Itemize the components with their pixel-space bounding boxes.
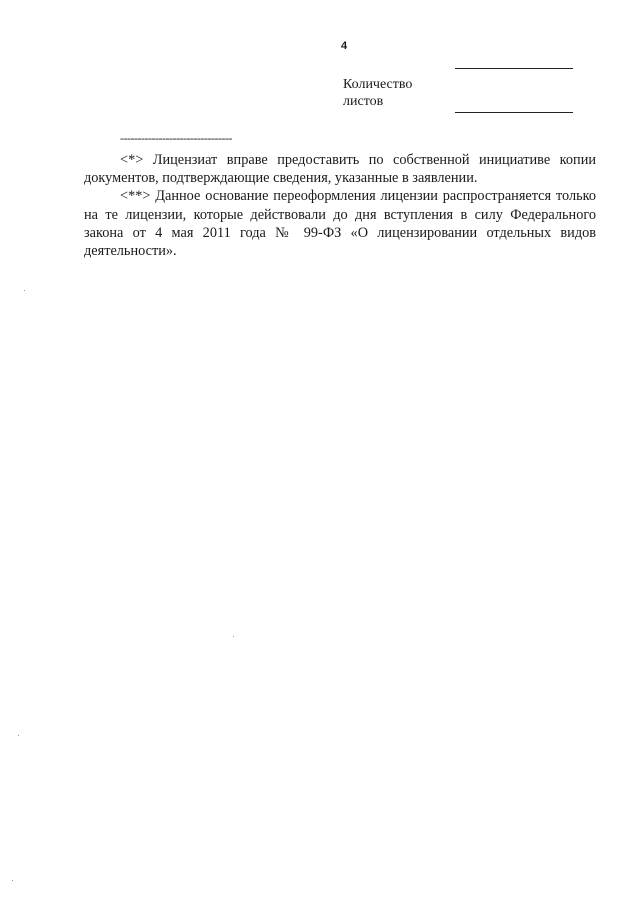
footnote-2: <**> Данное основание переоформления лицензии распространяется только на те лицензии, которые действовали до дня вступления в силу Федерального закона от 4 мая 2011 года № 99-ФЗ «О лицензировании отдельных видов деятельности». [84, 188, 596, 260]
sheets-count-line-top [455, 68, 573, 69]
scan-speck [233, 636, 234, 637]
sheets-count-label-line1: Количество [343, 77, 413, 92]
scan-speck [24, 290, 25, 291]
footnote-separator: -------------------------------- [120, 131, 232, 145]
page-number: 4 [341, 40, 348, 52]
footnotes [84, 151, 596, 260]
footnote-1: <*> Лицензиат вправе предоставить по собственной инициативе копии документов, подтверждающие сведения, указанные в заявлении. [84, 152, 596, 187]
scan-speck [12, 880, 13, 881]
sheets-count-label [343, 76, 412, 110]
sheets-count-label-line2: листов [343, 94, 384, 109]
scan-speck [18, 735, 19, 736]
sheets-count-line-bottom [455, 112, 573, 113]
